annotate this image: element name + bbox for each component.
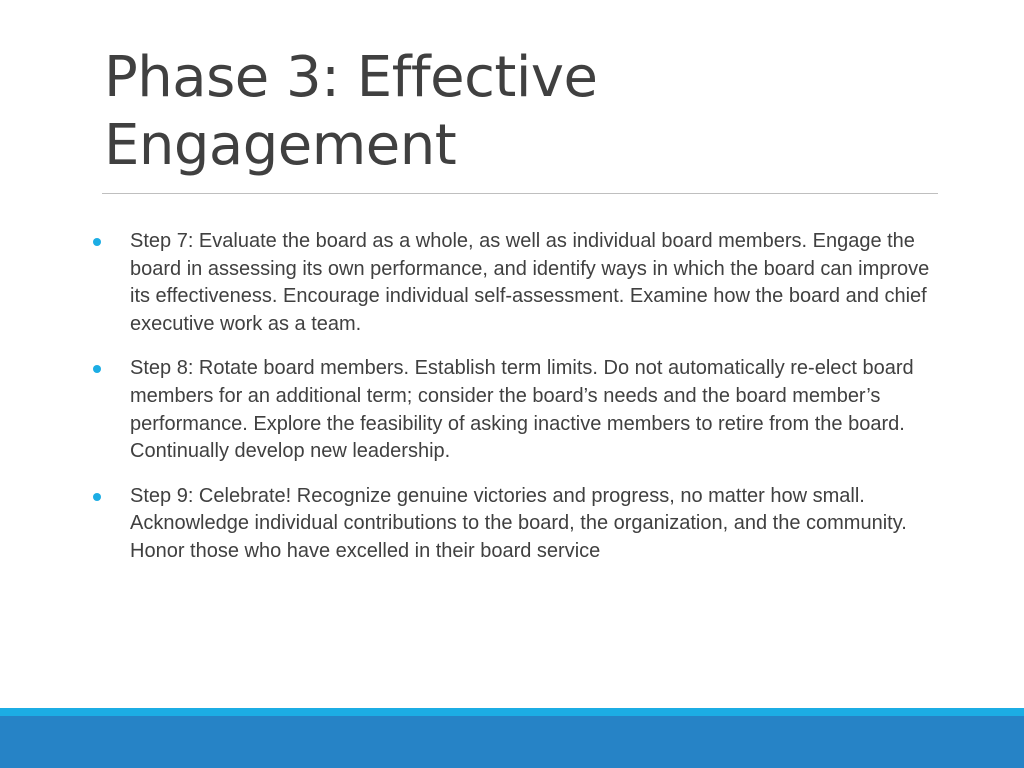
bullet-item-step-7 [92, 228, 932, 338]
slide-title-line-2: Engagement [104, 113, 457, 178]
footer-band-accent [0, 708, 1024, 716]
bullet-item-step-8 [92, 355, 932, 465]
bullet-list [92, 228, 932, 583]
bullet-dot-icon [93, 238, 101, 246]
title-divider [102, 193, 938, 194]
bullet-text: Step 9: Celebrate! Recognize genuine victories and progress, no matter how small. Acknowledge individual contributions to the board, the organization, and the community. Honor those who have excelled in their board service [130, 484, 907, 562]
bullet-text: Step 7: Evaluate the board as a whole, as well as individual board members. Engage the board in assessing its own performance, and identify ways in which the board can improve its effectiveness. Encourage individual self-assessment. Examine how the board and chief executive work as a team. [130, 230, 930, 335]
bullet-text: Step 8: Rotate board members. Establish term limits. Do not automatically re-elect board members for an additional term; consider the board’s needs and the board member’s performance. Explore the feasibility of asking inactive members to retire from the board. Continually develop new leadership. [130, 357, 914, 463]
bullet-dot-icon [93, 365, 101, 373]
bullet-dot-icon [93, 493, 101, 501]
bullet-item-step-9 [92, 483, 932, 566]
slide-title-line-1: Phase 3: Effective [104, 45, 598, 110]
slide-title [104, 44, 924, 180]
footer-band [0, 708, 1024, 768]
